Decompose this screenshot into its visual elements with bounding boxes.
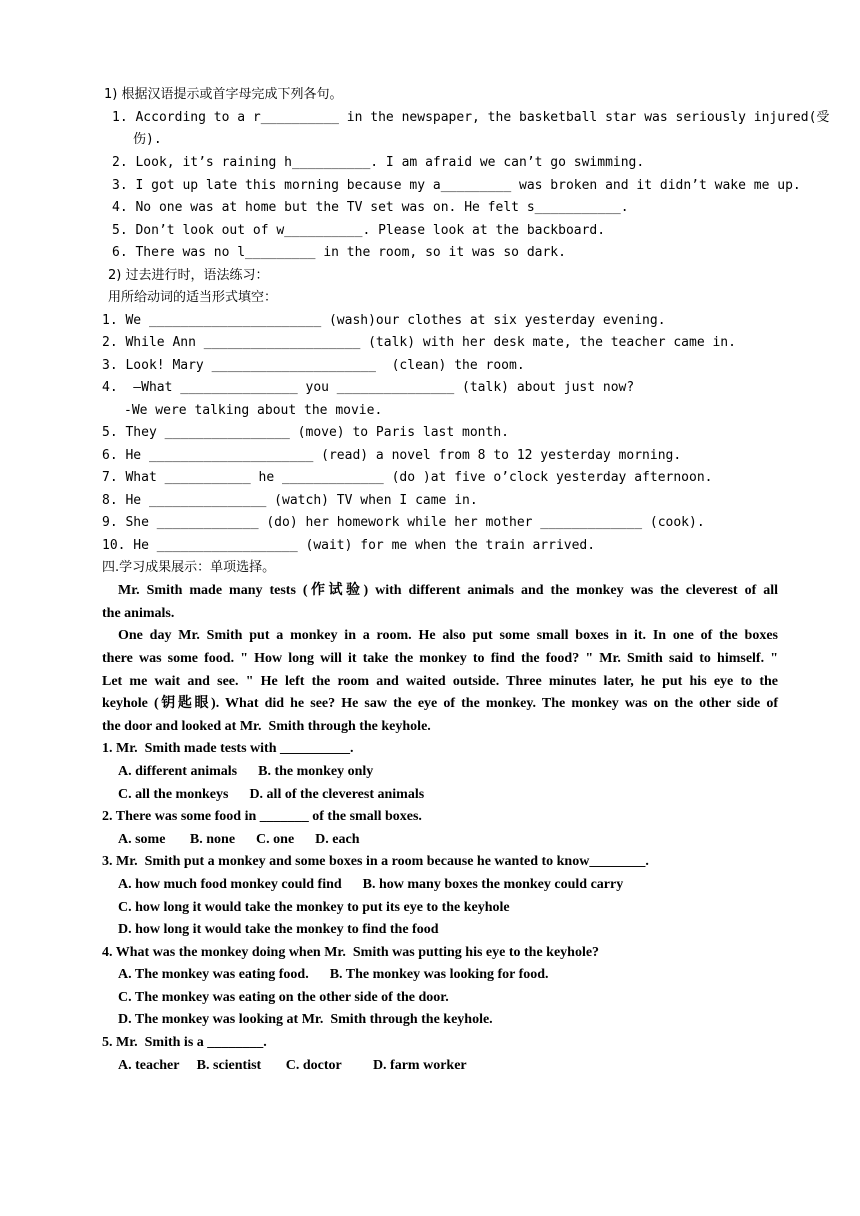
- s1-item-1-cont: 伤).: [133, 132, 162, 147]
- s2-item-7: 7. What ___________ he _____________ (do )at five o’clock yesterday afternoon.: [102, 470, 713, 485]
- question-4-option-d: D. The monkey was looking at Mr. Smith through the keyhole.: [118, 1012, 493, 1027]
- section2-heading: 2) 过去进行时，语法练习：: [108, 268, 269, 283]
- s2-item-3: 3. Look! Mary _____________________ (clean) the room.: [102, 358, 525, 373]
- question-1-options-cd: C. all the monkeys D. all of the cleverest animals: [118, 787, 425, 802]
- question-4-option-c: C. The monkey was eating on the other side of the door.: [118, 990, 449, 1005]
- passage-line-2: the animals.: [102, 606, 175, 621]
- section3-heading: 四.学习成果展示：单项选择。: [102, 560, 276, 575]
- question-4-options-ab: A. The monkey was eating food. B. The monkey was looking for food.: [118, 967, 549, 982]
- question-2-options: A. some B. none C. one D. each: [118, 832, 360, 847]
- passage-line-4: there was some food. " How long will it take the monkey to find the food? " Mr. Smith said to himself. ": [102, 651, 778, 666]
- question-3-option-c: C. how long it would take the monkey to put its eye to the keyhole: [118, 900, 510, 915]
- section1-heading: 1) 根据汉语提示或首字母完成下列各句。: [104, 87, 343, 102]
- question-2: 2. There was some food in _______ of the small boxes.: [102, 809, 422, 824]
- passage-line-7: the door and looked at Mr. Smith through the keyhole.: [102, 719, 431, 734]
- passage-line-1: Mr. Smith made many tests (作试验) with different animals and the monkey was the cleverest of all: [118, 583, 778, 598]
- s2-item-2: 2. While Ann ____________________ (talk) with her desk mate, the teacher came in.: [102, 335, 736, 350]
- section2-subheading: 用所给动词的适当形式填空：: [108, 290, 278, 305]
- s1-item-3: 3. I got up late this morning because my a_________ was broken and it didn’t wake me up.: [112, 178, 801, 193]
- passage-line-6: keyhole (钥匙眼). What did he see? He saw the eye of the monkey. The monkey was on the other side of: [102, 696, 778, 711]
- question-3-option-d: D. how long it would take the monkey to find the food: [118, 922, 439, 937]
- s2-item-9: 9. She _____________ (do) her homework while her mother _____________ (cook).: [102, 515, 705, 530]
- question-3-options-ab: A. how much food monkey could find B. how many boxes the monkey could carry: [118, 877, 624, 892]
- s2-item-6: 6. He _____________________ (read) a novel from 8 to 12 yesterday morning.: [102, 448, 682, 463]
- s2-item-1: 1. We ______________________ (wash)our clothes at six yesterday evening.: [102, 313, 666, 328]
- question-5-options: A. teacher B. scientist C. doctor D. farm worker: [118, 1058, 467, 1073]
- s2-item-8: 8. He _______________ (watch) TV when I came in.: [102, 493, 478, 508]
- question-1: 1. Mr. Smith made tests with __________.: [102, 741, 354, 756]
- s1-item-6: 6. There was no l_________ in the room, so it was so dark.: [112, 245, 566, 260]
- s2-item-4-answer: -We were talking about the movie.: [124, 403, 383, 418]
- s2-item-4: 4. –What _______________ you _______________ (talk) about just now?: [102, 380, 635, 395]
- s1-item-4: 4. No one was at home but the TV set was on. He felt s___________.: [112, 200, 629, 215]
- passage-line-5: Let me wait and see. " He left the room and waited outside. Three minutes later, he put his eye to the: [102, 674, 778, 689]
- question-5: 5. Mr. Smith is a ________.: [102, 1035, 267, 1050]
- passage-line-3: One day Mr. Smith put a monkey in a room. He also put some small boxes in it. In one of the boxes: [118, 628, 778, 643]
- s1-item-5: 5. Don’t look out of w__________. Please look at the backboard.: [112, 223, 606, 238]
- s1-item-1: 1. According to a r__________ in the newspaper, the basketball star was seriously injured(受: [112, 110, 830, 125]
- question-1-options-ab: A. different animals B. the monkey only: [118, 764, 374, 779]
- s1-item-2: 2. Look, it’s raining h__________. I am afraid we can’t go swimming.: [112, 155, 645, 170]
- question-3: 3. Mr. Smith put a monkey and some boxes in a room because he wanted to know________.: [102, 854, 649, 869]
- s2-item-5: 5. They ________________ (move) to Paris last month.: [102, 425, 509, 440]
- s2-item-10: 10. He __________________ (wait) for me when the train arrived.: [102, 538, 596, 553]
- question-4: 4. What was the monkey doing when Mr. Smith was putting his eye to the keyhole?: [102, 945, 600, 960]
